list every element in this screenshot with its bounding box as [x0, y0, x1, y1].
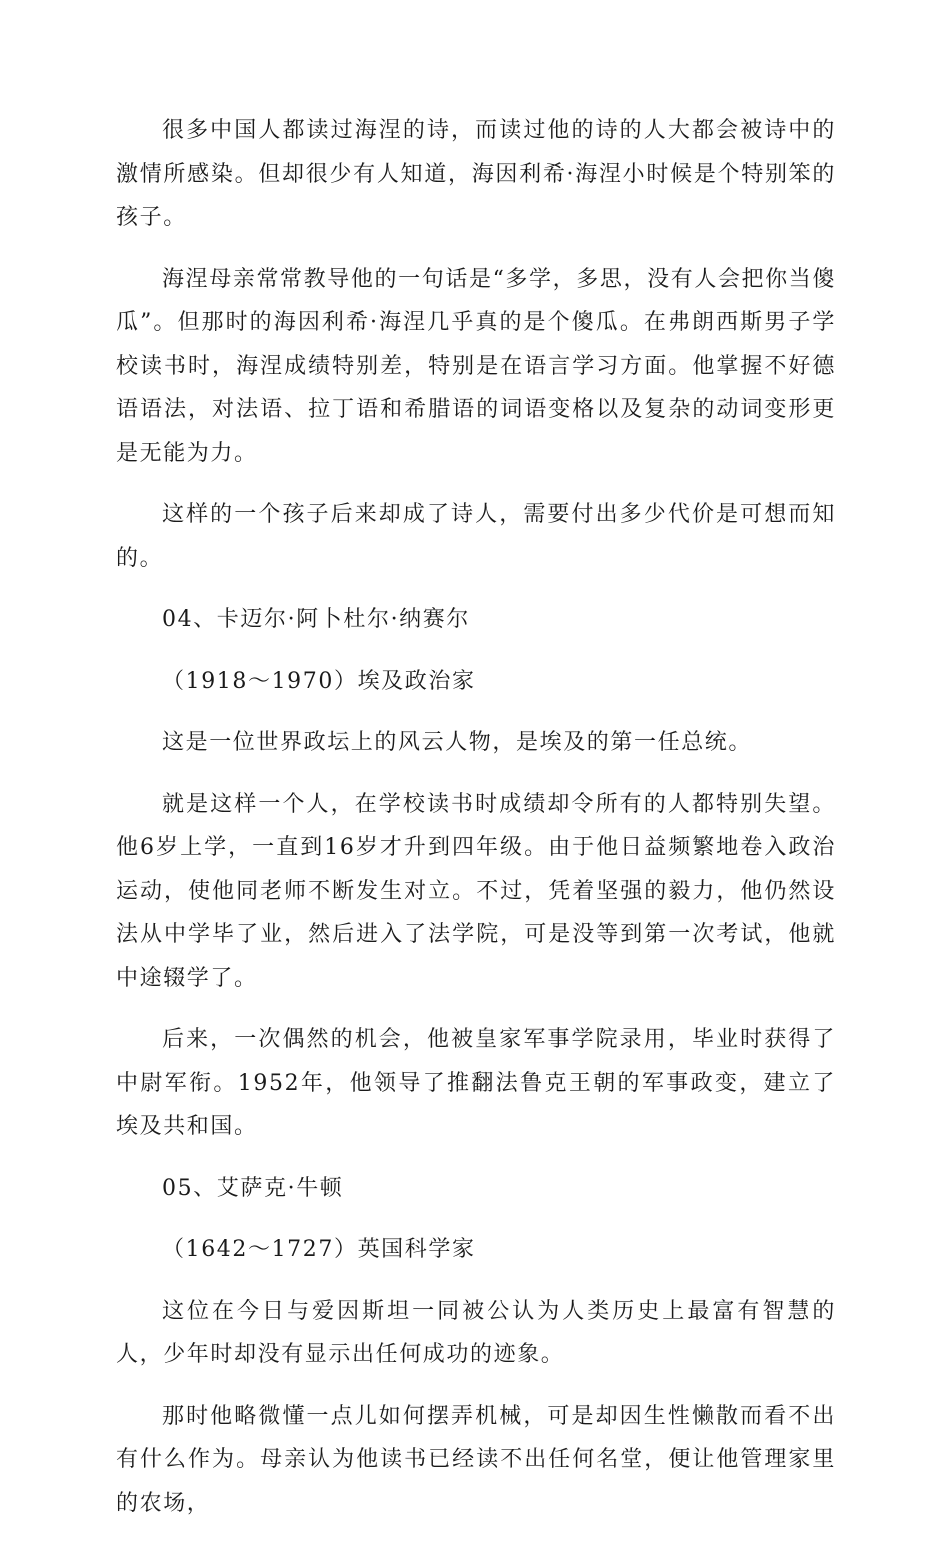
section-subheading-newton-years: （1642～1727）英国科学家: [162, 1237, 476, 1262]
section-heading-nasser: 04、卡迈尔·阿卜杜尔·纳赛尔: [162, 607, 470, 632]
paragraph-nasser-military: 后来，一次偶然的机会，他被皇家军事学院录用，毕业时获得了中尉军衔。1952年，他领导了推翻法鲁克王朝的军事政变，建立了埃及共和国。: [116, 1027, 836, 1139]
paragraph-newton-youth: 那时他略微懂一点儿如何摆弄机械，可是却因生性懒散而看不出有什么作为。母亲认为他读书已经读不出任何名堂，便让他管理家里的农场，: [116, 1403, 836, 1516]
paragraph-heine-intro: 很多中国人都读过海涅的诗，而读过他的诗的人大都会被诗中的激情所感染。但却很少有人知道，海因利希·海涅小时候是个特别笨的孩子。: [116, 118, 836, 230]
paragraph-heine-mother: 海涅母亲常常教导他的一句话是“多学，多思，没有人会把你当傻瓜”。但那时的海因利希·海涅几乎真的是个傻瓜。在弗朗西斯男子学校读书时，海涅成绩特别差，特别是在语言学习方面。他掌握不好德语语法，对法语、拉丁语和希腊语的词语变格以及复杂的动词变形更是无能为力。: [116, 266, 836, 466]
paragraph-heine-poet: 这样的一个孩子后来却成了诗人，需要付出多少代价是可想而知的。: [116, 502, 836, 571]
paragraph-nasser-intro: 这是一位世界政坛上的风云人物，是埃及的第一任总统。: [162, 730, 753, 755]
section-heading-newton: 05、艾萨克·牛顿: [162, 1175, 344, 1201]
paragraph-nasser-school: 就是这样一个人，在学校读书时成绩却令所有的人都特别失望。他6岁上学，一直到16岁才升到四年级。由于他日益频繁地卷入政治运动，使他同老师不断发生对立。不过，凭着坚强的毅力，他仍然设法从中学毕了业，然后进入了法学院，可是没等到第一次考试，他就中途辍学了。: [116, 791, 836, 991]
document-page: [116, 109, 836, 1543]
section-subheading-nasser-years: （1918～1970）埃及政治家: [162, 668, 476, 694]
paragraph-newton-intro: 这位在今日与爱因斯坦一同被公认为人类历史上最富有智慧的人，少年时却没有显示出任何成功的迹象。: [116, 1298, 836, 1367]
